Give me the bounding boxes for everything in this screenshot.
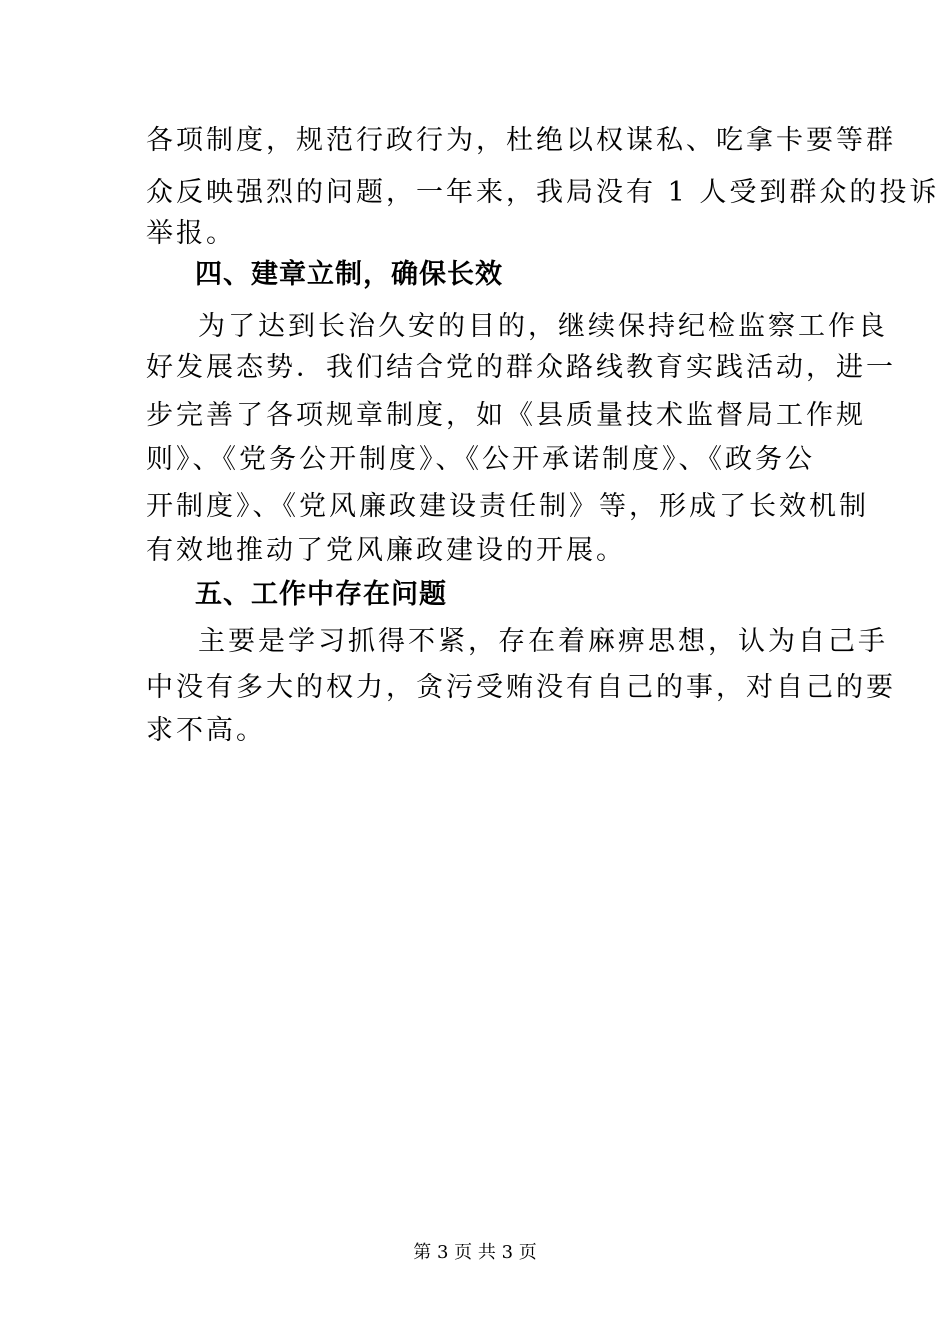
section-heading-4: 四、建章立制，确保长效 <box>195 259 503 290</box>
paragraph-line: 有效地推动了党风廉政建设的开展。 <box>146 535 626 566</box>
paragraph-line: 众反映强烈的问题，一年来，我局没有 1 人受到群众的投诉 <box>146 177 940 208</box>
paragraph-line: 为了达到长治久安的目的，继续保持纪检监察工作良 <box>198 311 888 342</box>
paragraph-line: 好发展态势．我们结合党的群众路线教育实践活动，进一 <box>146 352 896 383</box>
paragraph-line: 则》、《党务公开制度》、《公开承诺制度》、《政务公 <box>146 444 815 475</box>
section-heading-5: 五、工作中存在问题 <box>195 579 447 610</box>
paragraph-line: 求不高。 <box>146 715 266 746</box>
paragraph-line: 中没有多大的权力，贪污受贿没有自己的事，对自己的要 <box>146 672 896 703</box>
paragraph-line: 主要是学习抓得不紧，存在着麻痹思想，认为自己手 <box>198 626 888 657</box>
paragraph-line: 开制度》、《党风廉政建设责任制》等，形成了长效机制 <box>146 491 869 522</box>
paragraph-line: 步完善了各项规章制度，如《县质量技术监督局工作规 <box>146 400 866 431</box>
paragraph-line: 举报。 <box>146 218 236 249</box>
paragraph-line: 各项制度，规范行政行为，杜绝以权谋私、吃拿卡要等群 <box>146 125 896 156</box>
page-footer: 第 3 页 共 3 页 <box>413 1242 537 1263</box>
